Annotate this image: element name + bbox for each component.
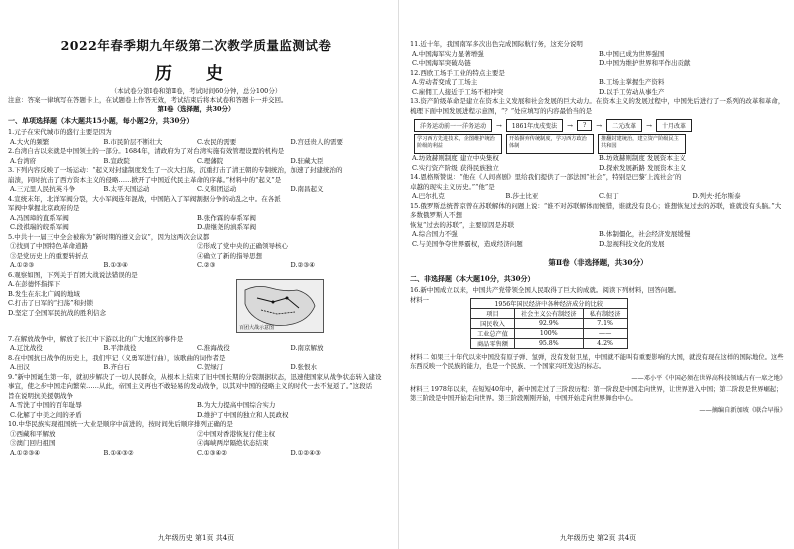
- option: B.①④③②: [103, 448, 134, 457]
- q2-stem: 2.台湾自古以来就是中国领土的一部分。1684年，清政府为了对台湾实施有效管理设置的机构是: [8, 147, 285, 155]
- option: D.坚定了全国军民抗战的胜利信念: [8, 308, 107, 317]
- exam-title: 2022年春季期九年级第二次教学质量监测试卷: [60, 38, 332, 53]
- statement: ③澳门回归祖国: [10, 439, 56, 447]
- q3-stem: 3.下列内容反映了一场运动：“起义对封建制度发生了一次大扫荡，沉重打击了清王朝的专制统治，加速了封建统治的: [8, 166, 343, 174]
- q4-options: [8, 214, 384, 233]
- option: B.①③④: [103, 261, 128, 269]
- table-row: [471, 338, 628, 348]
- option: C.段祺瑞的皖系军阀: [10, 223, 69, 231]
- q10-options: [8, 449, 384, 459]
- option: D.驻藏大臣: [290, 156, 324, 165]
- timeline-step: ?: [577, 120, 592, 131]
- option: B.齐白石: [103, 363, 130, 371]
- option: A.田汉: [10, 363, 30, 371]
- option: A.大火的频繁: [10, 137, 50, 146]
- timeline-step: 洋务运动前一一洋务运动: [414, 119, 492, 132]
- option: B.发生在东北广阔的地域: [8, 289, 80, 298]
- option: B.太平天国运动: [103, 185, 150, 193]
- q7-stem: 7.在解放战争中，解放了长江中下游以北的广大地区的事件是: [8, 334, 184, 343]
- page-footer: 九年级历史 第2页 共4页: [559, 534, 637, 542]
- option: D.维护了中国的独立和人民政权: [197, 410, 289, 419]
- table-cell: 工业总产值: [471, 328, 515, 338]
- q5-statements: [8, 242, 384, 261]
- option: C.义和团运动: [197, 185, 237, 193]
- statement: ④确立了新的指导思想: [197, 251, 262, 260]
- q16-stem: 16.新中国成立以来，中国共产党带领全国人民取得了巨大的成就。阅读下列材料，回答问题。: [410, 286, 681, 294]
- q14-options: [410, 192, 786, 202]
- option: C.打击了日军的“扫荡”和封锁: [8, 299, 93, 307]
- map-caption: 百团大战示意图: [239, 324, 275, 331]
- option: C.②③: [197, 261, 216, 269]
- option: D.列夫·托尔斯泰: [692, 192, 741, 200]
- table-cell: 92.9%: [514, 318, 583, 328]
- arrow-right-icon: →: [646, 121, 653, 130]
- q8-options: [8, 363, 384, 373]
- statement: ①西藏和平解放: [10, 429, 56, 438]
- q12-options: [410, 78, 786, 97]
- option: C.实行资产阶级 获得民族独立: [412, 163, 499, 172]
- column-header: 项目: [471, 308, 515, 318]
- page-1: [4, 0, 388, 549]
- column-header: 私有制经济: [583, 308, 627, 318]
- option: B.工场主掌握生产资料: [599, 78, 665, 86]
- option: B.市民阶层不断壮大: [103, 137, 163, 146]
- table-cell: 国民收入: [471, 318, 515, 328]
- option: A.在彭德怀指挥下: [8, 280, 61, 288]
- table-cell: 商品零售额: [471, 338, 515, 348]
- material-2: 材料二 如果三十年代以来中国没有原子弹、氢弹，没有发射卫星，中国就不能叫有重要影响的大国，就没有现在这样的国际地位。这些东西反映一个民族的能力，也是一个民族、一个国家兴旺发达的标志。: [410, 353, 784, 370]
- q2-options: [8, 157, 384, 167]
- q11-options: [410, 50, 786, 69]
- page-2: [406, 0, 790, 549]
- option: C.与美国争夺世界霸权，造成经济问题: [412, 239, 523, 248]
- section1-title: 一、单项选择题（本大题共15小题，每小题2分，共30分）: [8, 116, 194, 125]
- option: B.坊效赫则制度 发展资本主义: [599, 154, 686, 162]
- option: D.①②④③: [290, 448, 321, 457]
- q8-stem: 8.在中国抗日战争的历史上，我们牢记（义勇军进行曲），该歌曲的词作者是: [8, 353, 226, 362]
- q9-stem-cont: 事宜，使之步中国走向繁荣……从此，帝国主义再也不敢轻易的发动战争，以其对中国的侵略主义的时代一去不复返了。”这段话: [8, 382, 373, 390]
- q10-stem: 10.中华民族实现祖国统一大业是顺序中前进的，按时间先后顺序排列正确的是: [8, 420, 233, 428]
- statement: ③是党历史上的重要转折点: [10, 251, 88, 260]
- option: A.中国海军实力显著增强: [412, 49, 484, 58]
- arrow-right-icon: →: [596, 121, 603, 130]
- option: B.宣政院: [103, 156, 130, 165]
- q13-options: [410, 154, 786, 173]
- q4-stem-cont: 军阀中掌握北京政府的是: [8, 204, 80, 212]
- option: D.唐继尧的滇系军阀: [197, 223, 257, 231]
- timeline-note: 学习西方先进技术，企图维护统治阶级的利益: [414, 134, 502, 154]
- option: A.综合国力不强: [412, 230, 458, 238]
- section2-title: 二、非选择题（本大题10分，共30分）: [410, 274, 535, 283]
- option: D.以手工劳动从事生产: [599, 87, 665, 96]
- q12-stem: 12.西欧工场手工业的特点主要是: [410, 68, 505, 77]
- option: D.宫廷贵人的需要: [290, 137, 344, 146]
- table-cell: ——: [583, 328, 627, 338]
- q3-options: [8, 185, 384, 195]
- q13-timeline: [414, 119, 786, 132]
- statement: ②中国对香港恢复行使主权: [197, 429, 275, 438]
- q14-stem-cont: 卓越的现实主义历史。”“他”是: [410, 182, 495, 191]
- timeline-note: 开始摒弃传统制度，学习西方政治体制: [506, 134, 594, 154]
- option: A.三元里人民抗英斗争: [10, 185, 76, 193]
- option: D.南京解放: [290, 344, 324, 352]
- q6-options: [8, 280, 213, 318]
- option: C.淮海战役: [197, 344, 230, 352]
- table-cell: 100%: [514, 328, 583, 338]
- option: C.雇佣工人接近于工场不相冲突: [412, 87, 504, 96]
- timeline-note: 推翻封建统治，建立资产阶级民主共和国: [598, 134, 686, 154]
- option: A.①②③: [10, 261, 35, 269]
- timeline-step: 1861年戊戌变法: [506, 119, 563, 132]
- q4-stem: 4.宣统末年，北洋军阀分裂，大小军阀连年混战，中国陷入了军阀割据分争的动乱之中。在各派: [8, 194, 281, 203]
- timeline-step: 十月改革: [656, 119, 692, 132]
- q6-block: [8, 271, 384, 335]
- option: A.坊效赫则制度 建立中央集权: [412, 154, 499, 162]
- option: C.中国海军突破岛链: [412, 59, 471, 67]
- option: A.台湾府: [10, 156, 37, 165]
- option: C.但丁: [599, 192, 619, 200]
- option: B.为大力提高中国综合实力: [197, 401, 276, 409]
- option: B.莎士比亚: [505, 192, 539, 200]
- q13-stem: 13.资产阶级革命是建立在资本主义发展和社会发展的巨大动力。在资本主义的发展过程中，中国先后进行了一系列的改革和革命，: [410, 97, 785, 105]
- q15-options: [410, 230, 786, 249]
- page-footer: 九年级历史 第1页 共4页: [157, 534, 235, 542]
- option: A.雪洗了中国的百年耻辱: [10, 401, 82, 409]
- table-header-row: [471, 308, 628, 318]
- page-fold-divider: [398, 0, 399, 549]
- option: B.张作霖的奉系军阀: [197, 213, 256, 222]
- material-2-citation: ——邓小平《中国必须在世界高科技领域占有一席之地》: [631, 374, 786, 382]
- q9-stem-cont2: 旨在说明抗美援朝战争: [8, 391, 73, 400]
- material-1: [410, 296, 786, 351]
- option: C.化解了中美之间的矛盾: [10, 410, 82, 419]
- table-cell: 4.2%: [583, 338, 627, 348]
- q13-stem-cont: 梳理下面中国发展进程示意图，“？”处应填写的内容最恰当的是: [410, 106, 593, 115]
- option: D.南昌起义: [290, 185, 324, 193]
- q1-stem: 1.元子在宋代城市的盛行主要是因为: [8, 128, 112, 136]
- arrow-right-icon: →: [567, 121, 574, 130]
- table-caption: 1956年国民经济中各种经济成分的比较: [471, 298, 628, 308]
- statement: ②形成了党中央的正确领导核心: [197, 242, 288, 250]
- table-cell: 95.8%: [514, 338, 583, 348]
- material-3: 材料三 1978年以来，在短短40年中，新中国走过了三阶段历程：第一阶段是中国走向世界，让世界进入中国；第二阶段是世界崛起；第三阶段是中国开始走向世界。第三阶段刚刚开始，中国开始走向世界舞台中心。: [410, 385, 783, 402]
- q9-options: [8, 401, 384, 420]
- table-cell: 7.1%: [583, 318, 627, 328]
- q9-stem: 9.“新中国诞生第一年，就初步解决了一切人民群众，从根本上结束了旧中国长期的分裂割据状态，迅速使国家从战争状态转入建设: [8, 372, 382, 381]
- option: D.探索发展新路 发展资本主义: [599, 163, 687, 172]
- part1-title: 第Ⅰ卷（选择题，共30分）: [157, 105, 235, 113]
- option: D.张恨水: [290, 363, 318, 371]
- q6-stem: 6.观察如图，下列关于百团大战说法错误的是: [8, 270, 138, 279]
- baituan-battle-map: [236, 279, 324, 333]
- option: A.辽沈战役: [10, 344, 43, 352]
- option: B.体制僵化，社会经济发展缓慢: [599, 230, 691, 238]
- option: A.冯国璋的直系军阀: [10, 213, 69, 222]
- material-3-citation: ——摘编自新加坡《联合早报》: [699, 406, 786, 414]
- statement: ①找到了中国特色革命道路: [10, 242, 88, 250]
- option: A.劳动者变成了工场主: [412, 78, 478, 86]
- option: B.中国已成为世界强国: [599, 49, 665, 58]
- q15-stem-cont: 恢复“过去的苏联”，主要原因是苏联: [410, 220, 515, 229]
- part2-title: 第Ⅱ卷（非选择题，共30分）: [548, 258, 648, 267]
- option: C.农民的需要: [197, 137, 237, 146]
- option: A.巴尔扎克: [412, 192, 445, 200]
- option: A.①②③④: [10, 448, 41, 457]
- option: B.平津战役: [103, 344, 137, 352]
- timeline-step: 二元改革: [606, 119, 642, 132]
- q5-options: [8, 261, 384, 271]
- option: C.①③④②: [197, 448, 228, 457]
- table-row: [471, 328, 628, 338]
- instructions-line2: 注意：答案一律填写在答题卡上，在试题卷上作答无效，考试结束后将本试卷和答题卡一并交回。: [8, 96, 288, 104]
- statement: ④海峡两岸隔绝状态结束: [197, 439, 269, 447]
- option: D.②③④: [290, 261, 316, 269]
- q15-stem: 15.俄罗斯总统普京曾在苏联解体的问题上说：“谁不对苏联解体而惋惜，谁就没有良心；谁想恢复过去的苏联，谁就没有头脑。”大多数俄罗斯人不想: [410, 201, 782, 219]
- q10-statements: [8, 430, 384, 449]
- q5-stem: 5.中共十一届三中全会被称为“新时期的遵义会议”，因为这两次会议都: [8, 232, 210, 241]
- timeline-notes: [414, 134, 786, 154]
- instructions-line1: （本试卷分第Ⅰ卷和第Ⅱ卷，考试时间60分钟，总分100分）: [110, 87, 282, 95]
- q14-stem: 14.恩格斯赞说：“他在《人间喜剧》里给我们提供了一部法国“社会”，特别是巴黎‘上流社会’的: [410, 173, 682, 181]
- option: C.理藩院: [197, 156, 224, 165]
- option: D.忽视科技文化的发展: [599, 239, 665, 248]
- option: C.贺绿汀: [197, 363, 224, 371]
- q1-options: [8, 138, 384, 148]
- q11-stem: 11.近十年，我国南军多次出色完成国际航行务，这充分说明: [410, 40, 583, 48]
- economy-table: [470, 298, 628, 349]
- table-row: [471, 318, 628, 328]
- column-header: 社会主义公有制经济: [514, 308, 583, 318]
- material-label: 材料一: [410, 296, 429, 304]
- subject-title: 历 史: [155, 64, 237, 84]
- q3-stem-cont: 崩溃，同时抗击了西方资本主义的侵略……掀开了中国近代民主革命的序幕。”材料中的“起义”是: [8, 175, 282, 184]
- q7-options: [8, 344, 384, 354]
- arrow-right-icon: →: [496, 121, 502, 130]
- option: D.中国为维护世界和平作出贡献: [599, 59, 691, 67]
